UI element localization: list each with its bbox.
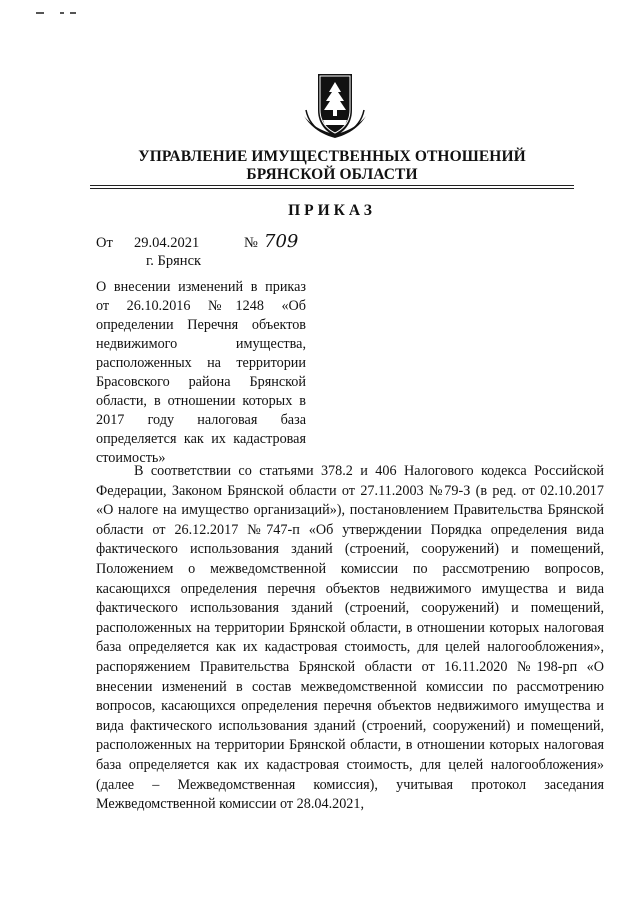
organization-name [90, 148, 574, 184]
header-divider [90, 185, 574, 186]
scan-speck [60, 12, 64, 14]
document-subject: О внесении изменений в приказ от 26.10.2016 №1248 «Об определении Перечня объектов недвижимого имущества, расположенных на территории Брасовского района Брянской области, в отношении которых в 2017 году налоговая база определяется как их кадастровая стоимость» [96, 279, 306, 466]
header-divider-second [90, 188, 574, 189]
coat-of-arms-icon [300, 70, 370, 140]
org-line-2: БРЯНСКОЙ ОБЛАСТИ [246, 166, 418, 183]
document-type: ПРИКАЗ [288, 202, 376, 219]
org-line-1: УПРАВЛЕНИЕ ИМУЩЕСТВЕННЫХ ОТНОШЕНИЙ [138, 148, 526, 165]
city: г. Брянск [146, 253, 202, 269]
date-number-row [96, 231, 356, 255]
document-number: 709 [264, 231, 299, 252]
document-body: В соответствии со статьями 378.2 и 406 Налогового кодекса Российской Федерации, Законом Брянской области от 27.11.2003 №79-З (в ред. от 02.10.2017 «О налоге на имущество организаций»), постановлением Правительства Брянской области от 26.12.2017 №747-п «Об утверждении Порядка определения вида фактического использования зданий (строений, сооружений) и помещений, Положением о межведомственной комиссии по рассмотрению вопросов, касающихся определения перечня объектов недвижимого имущества и вида фактического использования зданий (строений, сооружений) и помещений, расположенных на территории Брянской области, в отношении которых налоговая база определяется как их кадастровая стоимость, для целей налогообложения», распоряжением Правительства Брянской области от 16.11.2020 №198-рп «О внесении изменений в состав межведомственной комиссии по рассмотрению вопросов, касающихся определения перечня объектов недвижимого имущества и вида фактического использования зданий (строений, сооружений) и помещений, расположенных на территории Брянской области, в отношении которых налоговая база определяется как их кадастровая стоимость, для целей налогообложения» (далее – Межведомственная комиссия), учитывая протокол заседания Межведомственной комиссии от 28.04.2021, [96, 463, 604, 813]
number-sign: № [244, 235, 258, 251]
from-label: От [96, 235, 113, 251]
scan-speck [70, 12, 76, 14]
scan-speck [36, 12, 44, 14]
document-date: 29.04.2021 [134, 235, 200, 251]
